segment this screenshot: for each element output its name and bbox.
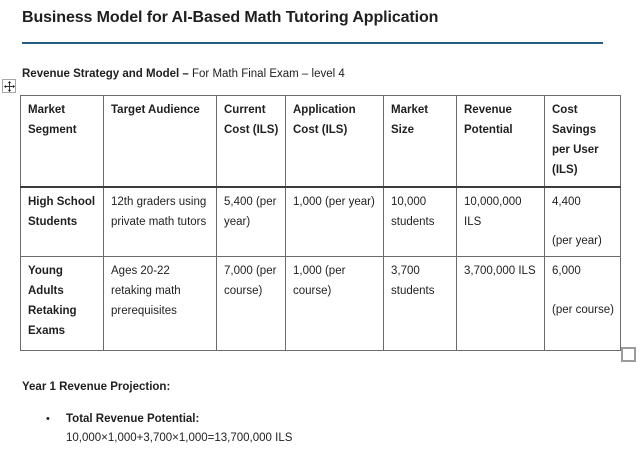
projection-heading[interactable]: Year 1 Revenue Projection: <box>22 381 171 393</box>
cell-revenue-potential[interactable]: 10,000,000 ILS <box>457 187 545 257</box>
cost-savings-unit: (per course) <box>552 304 614 316</box>
cost-savings-unit: (per year) <box>552 235 602 247</box>
table-move-handle[interactable] <box>2 79 16 93</box>
section-heading-bold: Revenue Strategy and Model – <box>22 68 189 80</box>
header-target-audience[interactable]: Target Audience <box>104 96 217 188</box>
cell-market-size[interactable]: 3,700 students <box>384 257 457 351</box>
table-move-icon <box>4 81 15 92</box>
cell-market-size[interactable]: 10,000 students <box>384 187 457 257</box>
cost-savings-value: 4,400 <box>552 196 581 208</box>
cell-target-audience[interactable]: Ages 20-22 retaking math prerequisites <box>104 257 217 351</box>
table-header-row <box>21 96 621 188</box>
table-resize-handle[interactable] <box>621 347 636 362</box>
header-cost-savings[interactable]: Cost Savings per User (ILS) <box>545 96 621 188</box>
total-revenue-label: Total Revenue Potential: <box>66 413 200 425</box>
cell-cost-savings[interactable] <box>545 257 621 351</box>
cell-market-segment[interactable]: High School Students <box>21 187 104 257</box>
header-market-segment[interactable]: Market Segment <box>21 96 104 188</box>
cell-cost-savings[interactable] <box>545 187 621 257</box>
cell-market-segment[interactable]: Young Adults Retaking Exams <box>21 257 104 351</box>
header-revenue-potential[interactable]: Revenue Potential <box>457 96 545 188</box>
cell-current-cost[interactable]: 5,400 (per year) <box>217 187 286 257</box>
cell-revenue-potential[interactable]: 3,700,000 ILS <box>457 257 545 351</box>
table-row-high-school <box>21 187 621 257</box>
title-underline-rule <box>22 42 603 44</box>
section-heading-regular: For Math Final Exam – level 4 <box>192 68 345 80</box>
cell-current-cost[interactable]: 7,000 (per course) <box>217 257 286 351</box>
cost-savings-value: 6,000 <box>552 265 581 277</box>
cell-application-cost[interactable]: 1,000 (per year) <box>286 187 384 257</box>
header-market-size[interactable]: Market Size <box>384 96 457 188</box>
business-model-table-zone <box>20 95 620 351</box>
list-item-text <box>66 410 292 448</box>
list-item[interactable] <box>22 410 641 448</box>
cell-application-cost[interactable]: 1,000 (per course) <box>286 257 384 351</box>
total-revenue-formula: 10,000×1,000+3,700×1,000=13,700,000 ILS <box>66 432 293 444</box>
bullet-icon: • <box>46 413 50 425</box>
business-model-table <box>20 95 621 351</box>
document-title[interactable]: Business Model for AI-Based Math Tutoring Application <box>22 9 439 26</box>
cell-target-audience[interactable]: 12th graders using private math tutors <box>104 187 217 257</box>
section-heading[interactable] <box>22 66 641 82</box>
header-application-cost[interactable]: Application Cost (ILS) <box>286 96 384 188</box>
table-row-young-adults <box>21 257 621 351</box>
header-current-cost[interactable]: Current Cost (ILS) <box>217 96 286 188</box>
